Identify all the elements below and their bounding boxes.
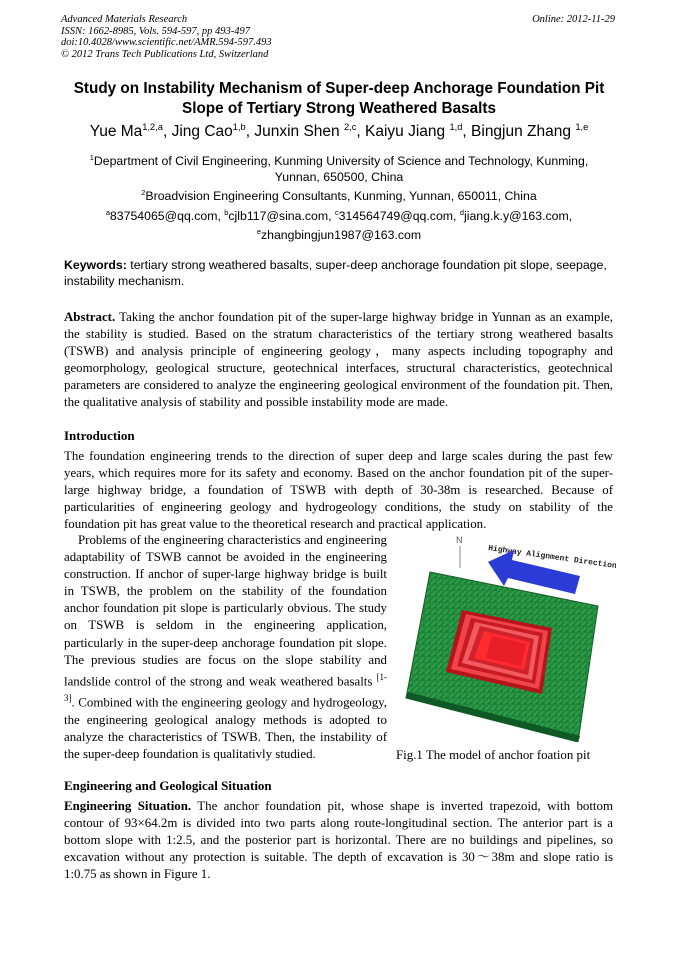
author-sup: 2,c xyxy=(343,122,357,132)
email-sup: a xyxy=(105,208,110,217)
intro-paragraph-1: The foundation engineering trends to the direction of super deep and large scales during the past few years, which requires more for its safety and economy. Based on the anchor foundation pit of the super-large highway bridge, a foundation of TSWB with depth of 30-38m is researched. Because of particularities of engineering geology and hydrogeology conditions, the study on stability of the foundation pit has great value to the theoretical research and practical application. xyxy=(64,449,613,532)
abstract-text: Taking the anchor foundation pit of the super-large highway bridge in Yunnan as an example, the stability is studied. Based on the stratum characteristics of the tertiary strong weathered basalts (TSWB) and analysis principle of engineering geology，many aspects including topography and geomorphology, geological structure, geotechnical interfaces, structural characteristics, geotechnical parameters are considered to analyze the engineering geological environment of the foundation pit. Then, the qualitative analysis of stability and possible instability mode are made. xyxy=(64,310,613,410)
author-name: Yue Ma xyxy=(89,123,143,141)
author-name: Junxin Shen xyxy=(254,123,340,141)
affiliation-sup: 2 xyxy=(141,188,146,197)
author-list: Yue Ma$^{1,2,a}$, Jing Cao$^{1,b}$, Junxin Shen $^{2,c}$, Kaiyu Jiang $^{1,d}$, Bingjun Zhang $^{1,e}$ xyxy=(89,122,589,141)
email-address[interactable]: zhangbingjun1987@163.com xyxy=(260,228,422,243)
author-name: Jing Cao xyxy=(171,123,233,141)
affiliation-2 xyxy=(60,185,618,204)
email-address[interactable]: cjlb117@sina.com, xyxy=(228,209,332,224)
author-name: Kaiyu Jiang xyxy=(365,123,446,141)
keywords xyxy=(64,257,616,289)
online-date: Online: 2012-11-29 xyxy=(532,14,615,25)
author-sup: 1,2,a xyxy=(142,122,163,132)
section-heading-engineering: Engineering and Geological Situation xyxy=(64,778,272,793)
intro-paragraph-2-text: Problems of the engineering characteristics and engineering adaptability of TSWB cannot be avoided in the engineering construction. If anchor of super-large highway bridge is built in TSWB, the problem on the stability of the foundation anchor foundation pit slope is particularly obvious. The study on TSWB is seldom in the engineering application, particularly in the super-deep anchorage foundation pit slope. The previous studies are focus on the slope stability and landslide control of the strong and weak weathered basalts xyxy=(64,533,387,689)
copyright-line: © 2012 Trans Tech Publications Ltd, Switzerland xyxy=(61,48,269,60)
keywords-text: tertiary strong weathered basalts, super-deep anchorage foundation pit slope, seepage, instability mechanism. xyxy=(64,258,607,288)
author-sup: 1,d xyxy=(449,122,463,132)
journal-header xyxy=(61,14,272,60)
affiliation-text: Broadvision Engineering Consultants, Kunming, Yunnan, 650011, China xyxy=(145,189,537,204)
journal-name: Advanced Materials Research xyxy=(61,14,188,25)
affiliation-text: Yunnan, 650500, China xyxy=(274,170,404,185)
email-sup: b xyxy=(224,208,229,217)
affiliation-sup: 1 xyxy=(89,153,94,162)
email-sup: c xyxy=(334,208,339,217)
paper-title xyxy=(50,79,628,119)
intro-paragraph-2-text: . Combined with the engineering geology and hydrogeology, the engineering geological analogy methods is adopted to analyze the characteristics of TSWB. Then, the instability of the super-deep foundation is qualitativly studied. xyxy=(64,695,387,761)
engineering-situation-label: Engineering Situation. xyxy=(64,799,192,813)
doi-line[interactable]: doi:10.4028/www.scientific.net/AMR.594-597.493 xyxy=(61,37,272,48)
email-address[interactable]: 314564749@qq.com, xyxy=(338,209,457,224)
north-label: N xyxy=(456,535,463,545)
section-heading-introduction: Introduction xyxy=(64,428,135,443)
affiliation-1 xyxy=(60,150,618,185)
title-line-2: Slope of Tertiary Strong Weathered Basalts xyxy=(182,100,496,117)
figure-1 xyxy=(402,532,616,742)
email-address[interactable]: 83754065@qq.com, xyxy=(109,209,221,224)
keywords-label: Keywords: xyxy=(64,258,127,272)
affiliation-text: Department of Civil Engineering, Kunming University of Science and Technology, Kunming, xyxy=(93,154,589,169)
issn-line: ISSN: 1662-8985, Vols. 594-597, pp 493-497 xyxy=(61,25,250,37)
author-sup: 1,e xyxy=(575,122,589,132)
title-line-1: Study on Instability Mechanism of Super-deep Anchorage Foundation Pit xyxy=(73,80,605,97)
figure-1-caption: Fig.1 The model of anchor foation pit xyxy=(396,748,591,762)
direction-label: Highway Alignment Direction xyxy=(487,544,616,572)
abstract-label: Abstract. xyxy=(64,310,116,324)
author-sup: 1,b xyxy=(232,122,246,132)
email-sup: e xyxy=(256,227,261,237)
intro-paragraph-2 xyxy=(64,532,387,763)
pit-model-illustration xyxy=(402,532,616,742)
email-sup: d xyxy=(459,208,464,217)
engineering-situation-text: The anchor foundation pit, whose shape is inverted trapezoid, with bottom contour of 93×64.2m is divided into two parts along route-longitudinal section. The anterior part is a bottom slope with 1:2.5, and the posterior part is horizontal. There are no buildings and pipelines, so excavation without any protection is suitable. The depth of excavation is 30～38m and slope ratio is 1:0.75 as shown in Figure 1. xyxy=(64,799,613,882)
abstract xyxy=(64,309,613,412)
citation-ref[interactable]: [1-3] xyxy=(64,671,387,704)
email-list xyxy=(70,205,608,243)
author-name: Bingjun Zhang xyxy=(471,123,571,141)
engineering-situation-paragraph xyxy=(64,798,613,883)
email-address[interactable]: jiang.k.y@163.com, xyxy=(463,209,573,224)
